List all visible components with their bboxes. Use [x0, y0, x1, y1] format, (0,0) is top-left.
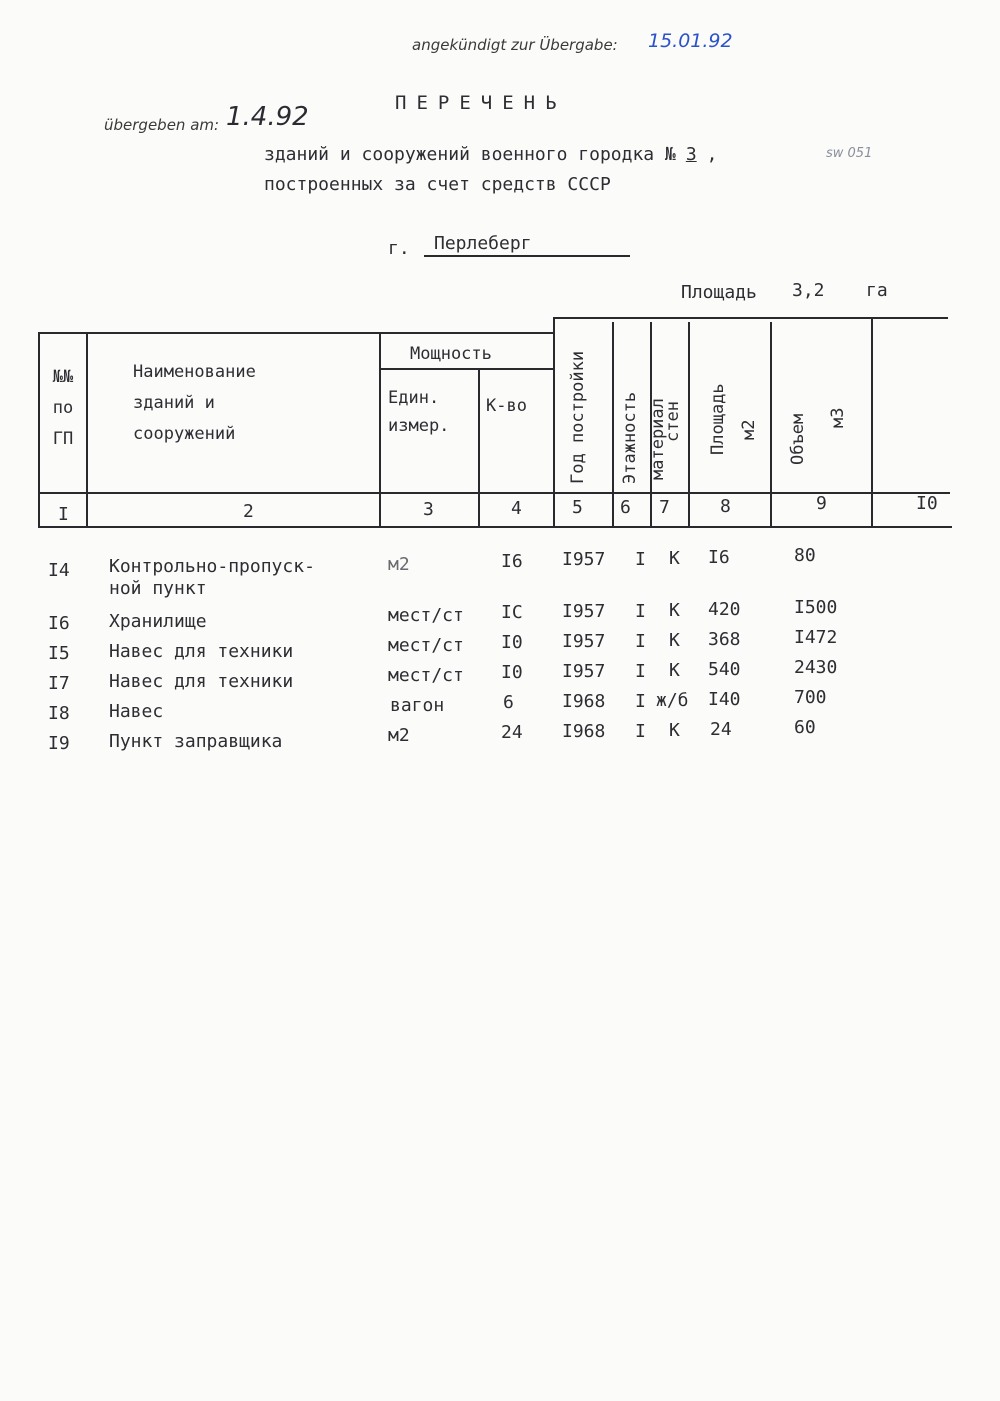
row-floors: I — [635, 661, 646, 682]
row-unit: м2 — [388, 725, 410, 746]
colnum-2: 2 — [243, 501, 254, 522]
row-area: I6 — [708, 547, 730, 568]
header-volume-l2: м3 — [828, 407, 848, 428]
subtitle-line2: построенных за счет средств СССР — [264, 174, 611, 195]
row-material: К — [669, 600, 680, 621]
header-unit-l2: измер. — [388, 416, 450, 436]
header-bottom-line — [38, 492, 950, 494]
colnum-4: 4 — [511, 498, 522, 519]
handed-label: übergeben am: — [104, 116, 220, 134]
table-top-line-right — [553, 317, 948, 319]
header-gp-l2: по — [52, 398, 74, 418]
row-name: Хранилище — [109, 611, 207, 632]
row-name: Навес — [109, 701, 164, 722]
subtitle-line1 — [264, 144, 718, 165]
colnum-8: 8 — [720, 496, 731, 517]
colnum-1: I — [58, 504, 69, 525]
header-name — [133, 357, 256, 450]
header-year: Год постройки — [568, 350, 588, 484]
header-gp-l3: ГП — [52, 429, 74, 449]
row-gp: I8 — [48, 703, 70, 724]
row-gp: I7 — [48, 673, 70, 694]
announced-label: angekündigt zur Übergabe: — [412, 36, 618, 54]
colnum-6: 6 — [620, 497, 631, 518]
header-name-l2: зданий и — [133, 393, 215, 413]
header-name-l1: Наименование — [133, 362, 256, 382]
row-volume: 80 — [794, 545, 816, 566]
vline-7 — [688, 322, 690, 528]
header-qty: К-во — [486, 396, 527, 416]
vline-2 — [379, 332, 381, 528]
row-volume: 2430 — [794, 657, 838, 678]
row-volume: I472 — [794, 627, 838, 648]
vline-4 — [553, 317, 555, 528]
row-volume: 60 — [794, 717, 816, 738]
colnum-3: 3 — [423, 499, 434, 520]
vline-8 — [770, 322, 772, 528]
header-name-l3: сооружений — [133, 424, 236, 444]
row-material: К — [669, 630, 680, 651]
row-name: Пункт заправщика — [109, 731, 283, 752]
row-volume: I500 — [794, 597, 838, 618]
header-area-l1: Площадь — [708, 383, 728, 455]
colnum-9: 9 — [816, 493, 827, 514]
row-material: ж/б — [656, 690, 689, 711]
city-name: Перлеберг — [434, 233, 532, 254]
reference-note: sw 051 — [826, 146, 873, 161]
row-gp: I9 — [48, 733, 70, 754]
header-capacity: Мощность — [410, 344, 492, 364]
row-name: Навес для техники — [109, 671, 294, 692]
row-gp: I4 — [48, 560, 70, 581]
row-material: К — [669, 548, 680, 569]
row-area: 368 — [708, 629, 741, 650]
vline-5 — [612, 322, 614, 528]
subtitle-suffix: , — [706, 144, 718, 165]
header-area-l2: м2 — [739, 419, 759, 440]
row-floors: I — [635, 691, 646, 712]
row-area: I40 — [708, 689, 741, 710]
row-year: I957 — [562, 601, 606, 622]
row-year: I968 — [562, 691, 606, 712]
area-label: Площадь — [681, 282, 757, 303]
row-material: К — [669, 720, 680, 741]
row-unit: вагон — [390, 695, 445, 716]
area-value: 3,2 — [792, 280, 825, 301]
row-name: Контрольно-пропуск- — [109, 556, 315, 577]
vline-3 — [478, 368, 480, 528]
row-year: I957 — [562, 631, 606, 652]
subtitle-prefix: зданий и сооружений военного городка № — [264, 144, 676, 165]
header-floors: Этажность — [620, 391, 640, 484]
row-material: К — [669, 660, 680, 681]
number-row-bottom-line — [38, 526, 952, 528]
town-number: 3 — [685, 144, 697, 165]
row-volume: 700 — [794, 687, 827, 708]
row-qty: IC — [501, 602, 523, 623]
city-underline — [424, 255, 630, 257]
row-area: 420 — [708, 599, 741, 620]
row-gp: I5 — [48, 643, 70, 664]
area-unit: га — [866, 280, 888, 301]
row-area: 540 — [708, 659, 741, 680]
header-unit — [388, 384, 449, 440]
row-qty: I0 — [501, 662, 523, 683]
row-unit: мест/ст — [388, 605, 464, 626]
colnum-5: 5 — [572, 497, 583, 518]
row-floors: I — [635, 631, 646, 652]
row-year: I968 — [562, 721, 606, 742]
row-qty: 24 — [501, 722, 523, 743]
announced-date: 15.01.92 — [648, 30, 733, 52]
row-unit: м2 — [388, 554, 410, 575]
colnum-10: I0 — [916, 493, 938, 514]
row-year: I957 — [562, 661, 606, 682]
row-area: 24 — [710, 719, 732, 740]
row-floors: I — [635, 549, 646, 570]
vline-0 — [38, 332, 40, 528]
row-qty: 6 — [503, 692, 514, 713]
header-gp — [45, 362, 81, 455]
table-top-line-left — [38, 332, 553, 334]
row-name: Навес для техники — [109, 641, 294, 662]
header-material-l2: стен — [663, 401, 683, 442]
row-gp: I6 — [48, 613, 70, 634]
vline-1 — [86, 332, 88, 528]
row-year: I957 — [562, 549, 606, 570]
city-prefix: г. — [388, 238, 410, 259]
row-qty: I0 — [501, 632, 523, 653]
row-unit: мест/ст — [388, 635, 464, 656]
handed-date: 1.4.92 — [226, 102, 309, 132]
header-volume-l1: Объем — [788, 413, 808, 465]
row-floors: I — [635, 601, 646, 622]
capacity-split-line — [379, 368, 553, 370]
vline-9 — [871, 318, 873, 528]
row-unit: мест/ст — [388, 665, 464, 686]
header-gp-l1: №№ — [52, 367, 74, 387]
row-floors: I — [635, 721, 646, 742]
page-title: ПЕРЕЧЕНЬ — [395, 92, 567, 114]
header-material-l1: материал — [648, 398, 668, 480]
header-unit-l1: Един. — [388, 388, 440, 408]
row-name-cont: ной пункт — [109, 578, 207, 599]
colnum-7: 7 — [659, 497, 670, 518]
row-qty: I6 — [501, 551, 523, 572]
